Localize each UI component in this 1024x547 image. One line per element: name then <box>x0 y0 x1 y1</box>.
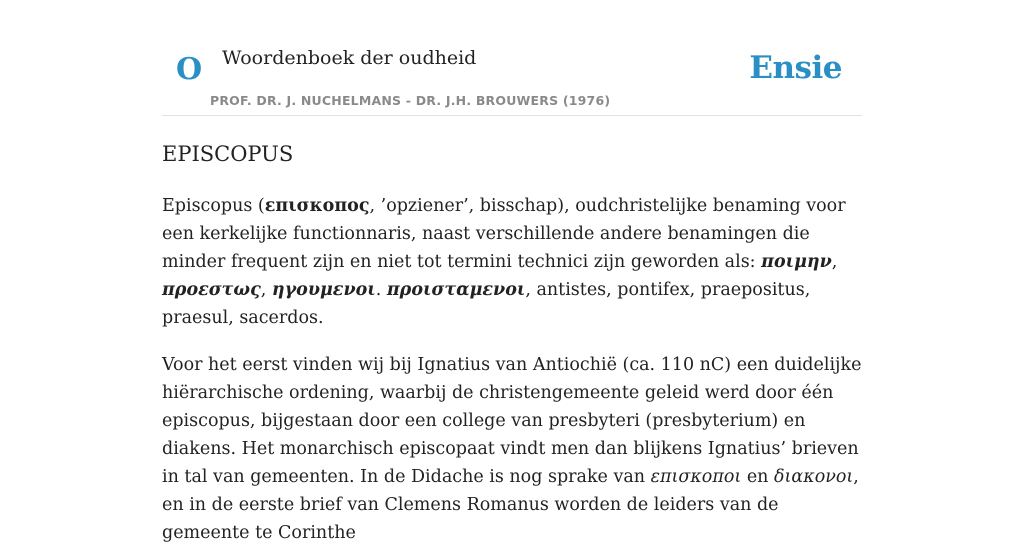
greek-term: επισκοπος <box>264 196 370 216</box>
site-header <box>162 0 862 116</box>
text-run: , antistes, pontifex, praepositus, praesul, sacerdos. <box>162 280 811 328</box>
text-run: Episcopus ( <box>162 196 265 216</box>
text-run: , ’opziener’, bisschap), oudchristelijke benaming voor een kerkelijke functionnaris, naast verschillende andere benamingen die minder frequent zijn en niet tot termini technici zijn geworden als: <box>162 196 846 272</box>
entry-paragraph-1 <box>162 192 862 332</box>
entry-paragraph-2 <box>162 351 862 547</box>
greek-term: διακονοι <box>774 467 854 487</box>
text-run: Voor het eerst vinden wij bij Ignatius van Antiochië (ca. 110 nC) een duidelijke hiërarchische ordening, waarbij de christengemeente geleid werd door één episcopus, bijgestaan door een college van presbyteri (presbyterium) en diakens. Het monarchisch episcopaat vindt men dan blijkens Ignatius’ brieven in tal van gemeenten. In de Didache is nog sprake van <box>162 355 862 487</box>
text-run: , <box>260 280 272 300</box>
text-run: en <box>741 467 775 487</box>
greek-term: ποιμην <box>761 252 832 272</box>
text-run: , <box>831 252 838 272</box>
brand-logo[interactable]: Ensie <box>749 50 842 86</box>
greek-term: προισταμενοι <box>386 280 526 300</box>
entry-title: EPISCOPUS <box>162 142 294 166</box>
greek-term: ηγουμενοι <box>271 280 376 300</box>
letter-index-link[interactable]: O <box>176 52 203 87</box>
greek-term: προεστως <box>162 280 261 300</box>
text-run: . <box>375 280 387 300</box>
source-title[interactable]: Woordenboek der oudheid <box>222 47 477 69</box>
greek-term: επισκοποι <box>650 467 742 487</box>
page-container <box>162 0 862 543</box>
source-authors: PROF. DR. J. NUCHELMANS - DR. J.H. BROUWERS (1976) <box>210 93 611 108</box>
text-run: , en in de eerste brief van Clemens Romanus worden de leiders van de gemeente te Corinthe <box>162 467 859 543</box>
